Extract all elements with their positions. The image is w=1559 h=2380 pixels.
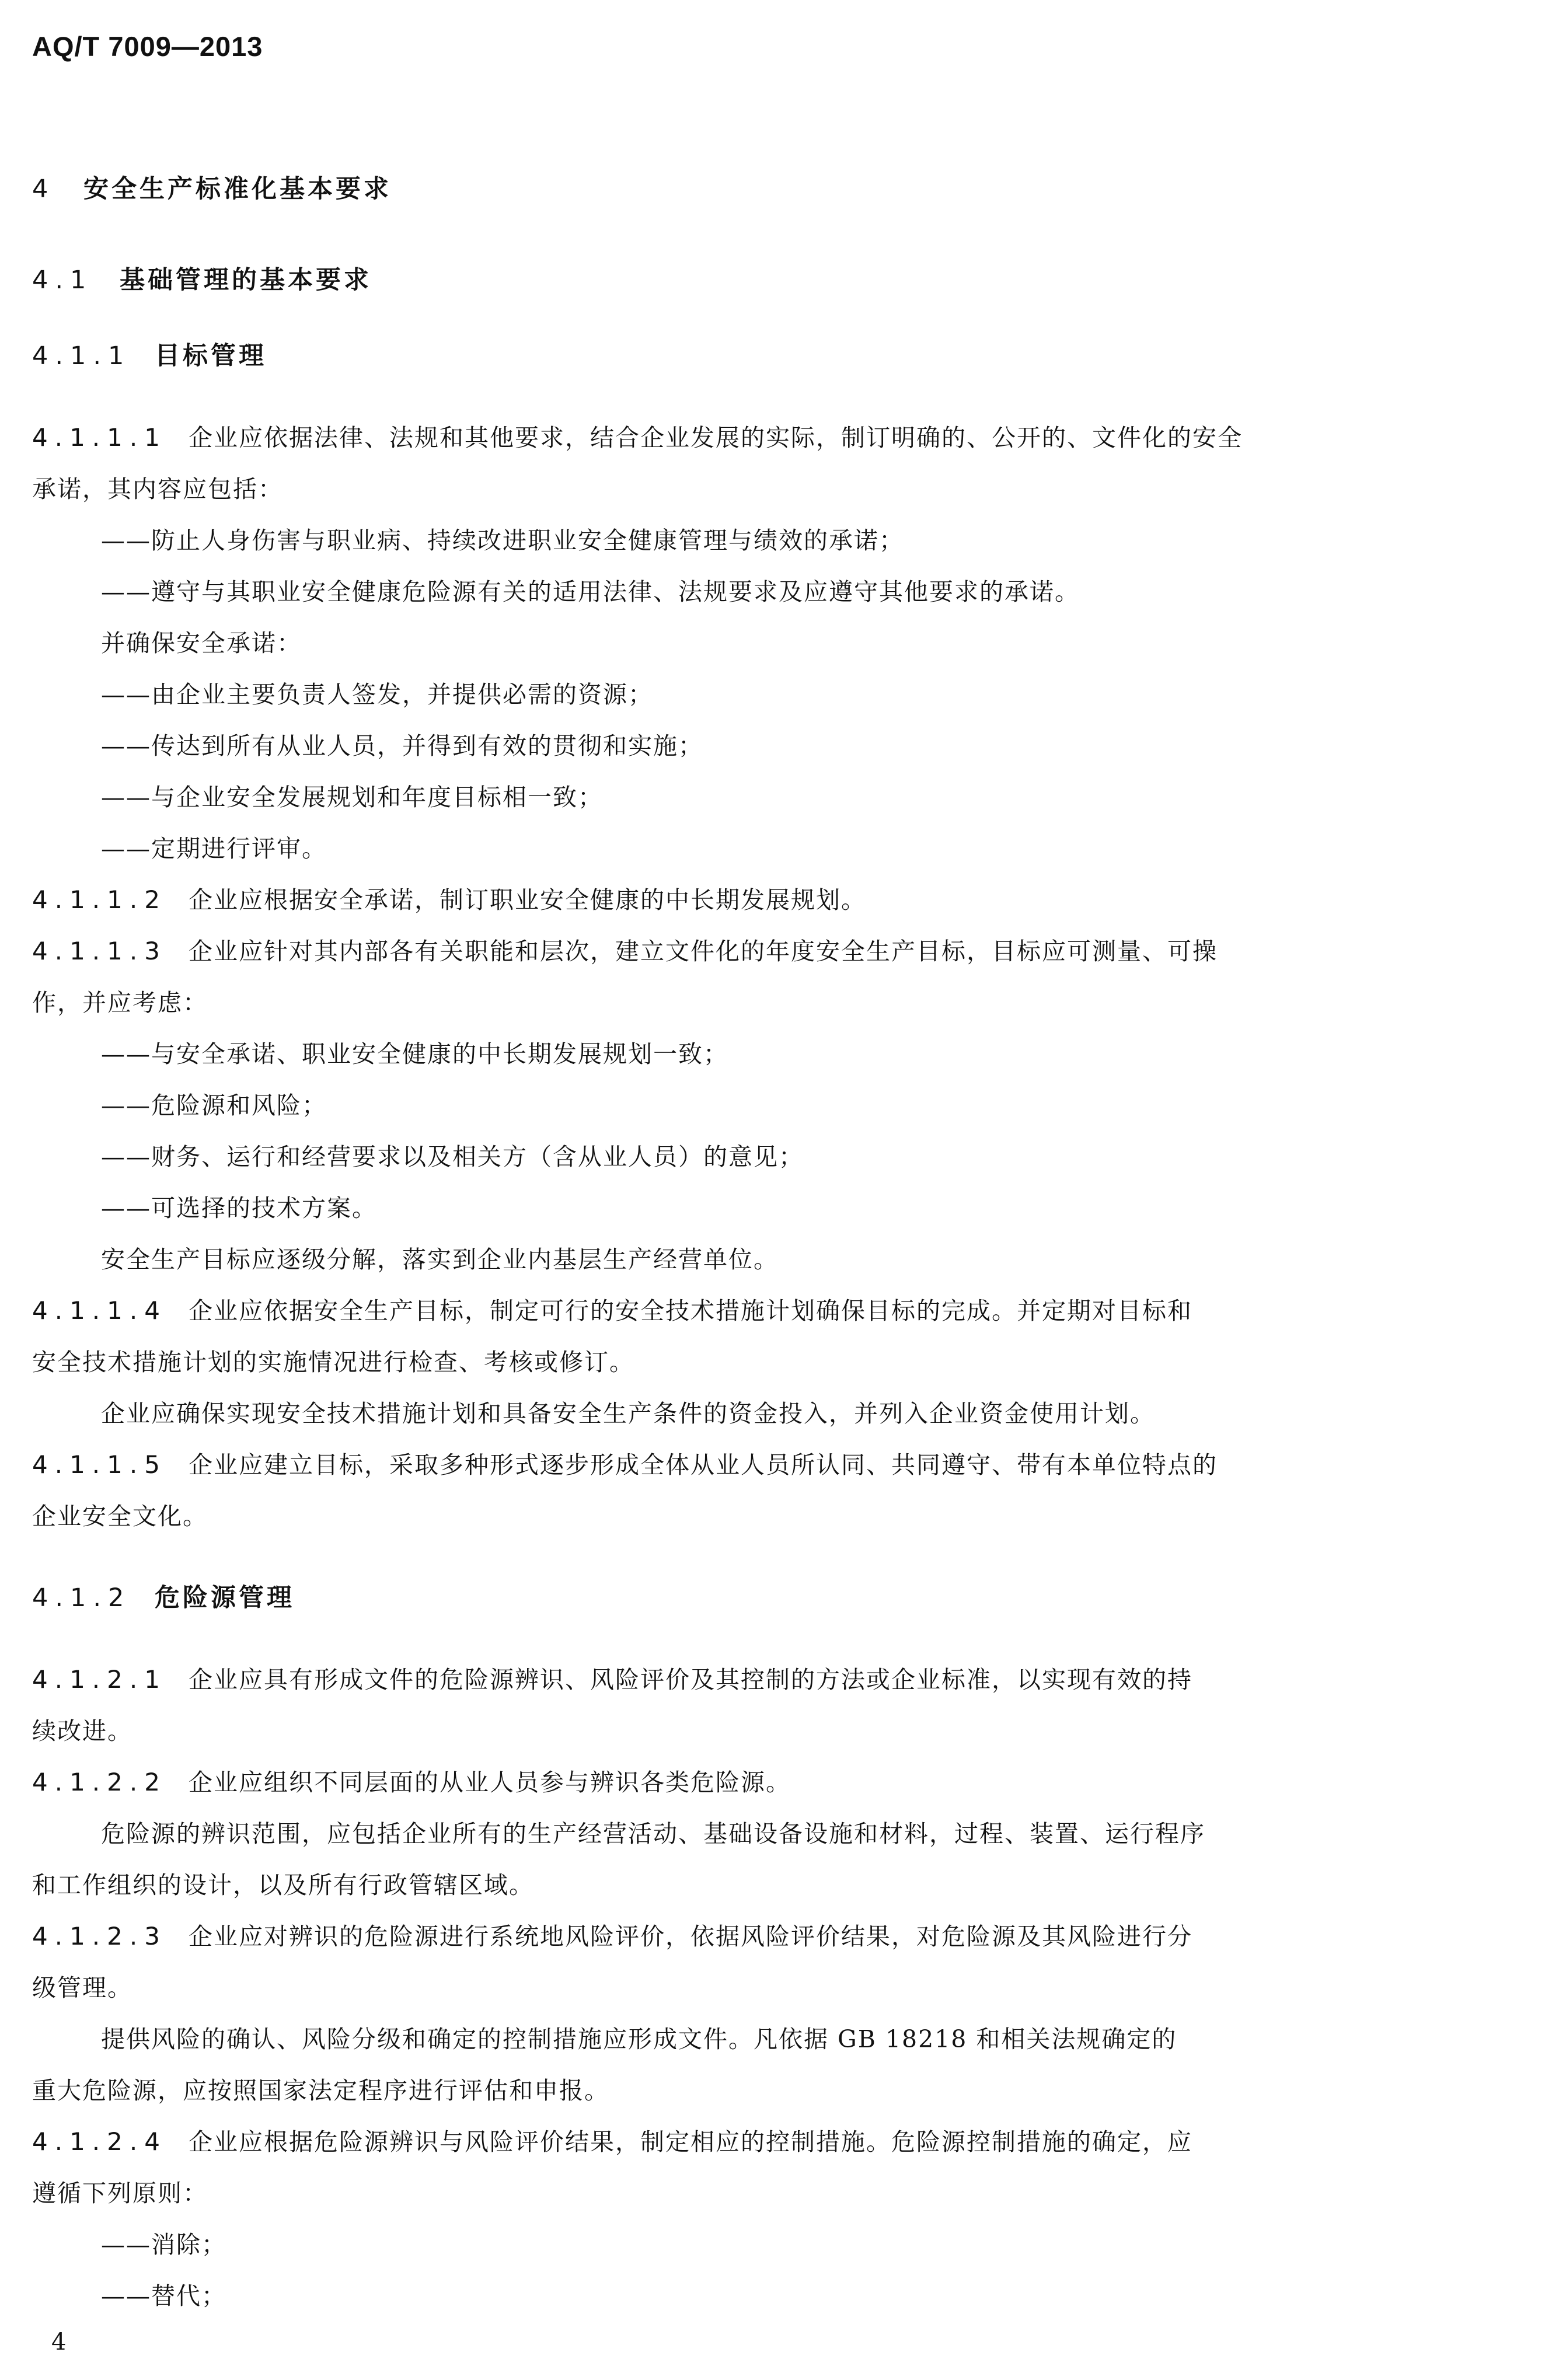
text-line: 和工作组织的设计，以及所有行政管辖区域。 (32, 1871, 534, 1899)
clause-text: 企业应根据危险源辨识与风险评价结果，制定相应的控制措施。危险源控制措施的确定，应 (189, 2128, 1192, 2156)
clause-number: 4.1.2.4 (32, 2127, 167, 2156)
text-line: 续改进。 (32, 1717, 132, 1745)
section-title: 危险源管理 (155, 1583, 295, 1613)
clause-text: 企业应依据安全生产目标，制定可行的安全技术措施计划确保目标的完成。并定期对目标和 (189, 1297, 1192, 1325)
page-content (32, 169, 1535, 2322)
dash-list-item: ——传达到所有从业人员，并得到有效的贯彻和实施； (101, 732, 703, 760)
text-line: 遵循下列原则： (32, 2179, 208, 2207)
clause-text: 企业应针对其内部各有关职能和层次，建立文件化的年度安全生产目标，目标应可测量、可操 (189, 937, 1218, 965)
section-4-1-heading (32, 260, 1535, 300)
dash-list-item: ——定期进行评审。 (101, 835, 327, 863)
text-line: 安全生产目标应逐级分解，落实到企业内基层生产经营单位。 (101, 1245, 779, 1273)
dash-list-item: ——替代； (101, 2282, 226, 2310)
standard-code: AQ/T 7009—2013 (32, 31, 263, 62)
clause-4-1-2-2 (32, 1757, 1535, 1808)
clause-4-1-1-4 (32, 1285, 1535, 1336)
clause-text: 企业应建立目标，采取多种形式逐步形成全体从业人员所认同、共同遵守、带有本单位特点的 (189, 1451, 1218, 1479)
clause-text: 企业应对辨识的危险源进行系统地风险评价，依据风险评价结果，对危险源及其风险进行分 (189, 1922, 1192, 1950)
clause-4-1-2-3 (32, 1911, 1535, 1962)
dash-list-item: ——防止人身伤害与职业病、持续改进职业安全健康管理与绩效的承诺； (101, 526, 904, 554)
clause-number: 4.1.1.2 (32, 885, 167, 914)
clause-number: 4.1.2.3 (32, 1922, 167, 1950)
clause-number: 4.1.1.3 (32, 937, 167, 965)
clause-4-1-1-5 (32, 1439, 1535, 1491)
dash-list-item: ——消除； (101, 2231, 226, 2259)
dash-list-item: ——与安全承诺、职业安全健康的中长期发展规划一致； (101, 1040, 728, 1068)
text-line: 危险源的辨识范围，应包括企业所有的生产经营活动、基础设备设施和材料，过程、装置、运行程序 (101, 1820, 1205, 1848)
clause-text: 企业应具有形成文件的危险源辨识、风险评价及其控制的方法或企业标准，以实现有效的持 (189, 1666, 1192, 1694)
text-line: 企业安全文化。 (32, 1502, 208, 1530)
clause-number: 4.1.1.5 (32, 1450, 167, 1479)
dash-list-item: ——可选择的技术方案。 (101, 1194, 377, 1222)
section-4-1-1-heading (32, 336, 1535, 376)
text-line: 提供风险的确认、风险分级和确定的控制措施应形成文件。凡依据 GB 18218 和相关法规确定的 (101, 2025, 1177, 2053)
section-number: 4.1.2 (32, 1583, 131, 1613)
dash-list-item: ——遵守与其职业安全健康危险源有关的适用法律、法规要求及应遵守其他要求的承诺。 (101, 578, 1080, 606)
section-4-1-2-heading (32, 1578, 1535, 1618)
clause-4-1-2-4 (32, 2116, 1535, 2168)
section-4-heading (32, 169, 1535, 209)
clause-number: 4.1.1.1 (32, 423, 167, 452)
clause-text: 企业应依据法律、法规和其他要求，结合企业发展的实际，制订明确的、公开的、文件化的安全 (189, 424, 1243, 452)
dash-list-item: ——由企业主要负责人签发，并提供必需的资源； (101, 681, 653, 709)
clause-4-1-1-2 (32, 874, 1535, 926)
section-title: 目标管理 (155, 341, 267, 371)
clause-number: 4.1.2.1 (32, 1665, 167, 1694)
text-line: 重大危险源，应按照国家法定程序进行评估和申报。 (32, 2077, 609, 2105)
clause-number: 4.1.2.2 (32, 1768, 167, 1796)
section-title: 基础管理的基本要求 (120, 266, 372, 295)
dash-list-item: ——危险源和风险； (101, 1091, 327, 1119)
clause-text: 企业应根据安全承诺，制订职业安全健康的中长期发展规划。 (189, 886, 866, 914)
clause-4-1-1-1 (32, 412, 1535, 463)
text-line: 安全技术措施计划的实施情况进行检查、考核或修订。 (32, 1348, 634, 1376)
clause-4-1-2-1 (32, 1654, 1535, 1705)
section-number: 4.1.1 (32, 341, 131, 371)
text-line: 级管理。 (32, 1974, 132, 2002)
section-title: 安全生产标准化基本要求 (83, 175, 392, 204)
text-line: 并确保安全承诺： (101, 629, 302, 657)
clause-number: 4.1.1.4 (32, 1296, 167, 1325)
section-number: 4.1 (32, 266, 93, 295)
text-line: 作，并应考虑： (32, 989, 208, 1017)
clause-4-1-1-3 (32, 926, 1535, 977)
section-number: 4 (32, 175, 55, 204)
dash-list-item: ——财务、运行和经营要求以及相关方（含从业人员）的意见； (101, 1143, 804, 1171)
text-line: 企业应确保实现安全技术措施计划和具备安全生产条件的资金投入，并列入企业资金使用计划。 (101, 1400, 1155, 1428)
text-line: 承诺，其内容应包括： (32, 475, 283, 503)
page-number: 4 (51, 2329, 67, 2355)
dash-list-item: ——与企业安全发展规划和年度目标相一致； (101, 783, 603, 811)
clause-text: 企业应组织不同层面的从业人员参与辨识各类危险源。 (189, 1768, 791, 1796)
